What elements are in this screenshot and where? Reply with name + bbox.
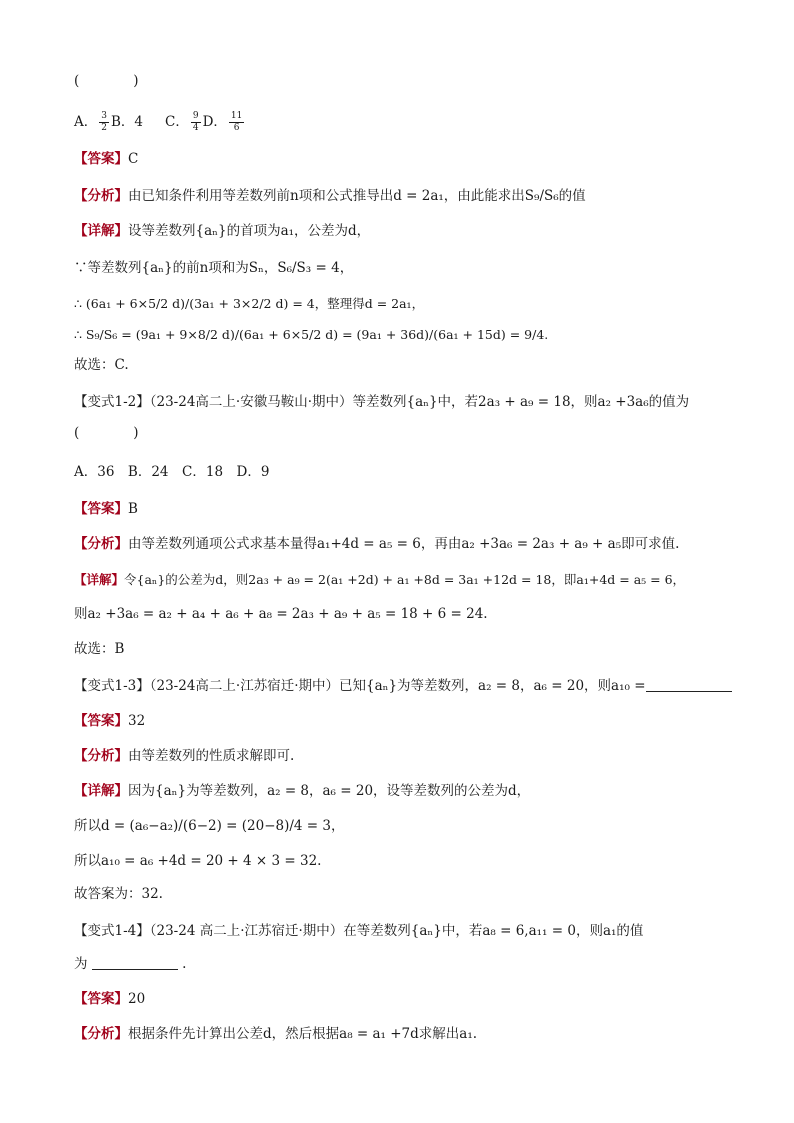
q4-answer: 【答案】20: [74, 991, 146, 1007]
q1-detail-3: ∴ (6a₁ + 6×5/2 d)/(3a₁ + 3×2/2 d) = 4，整理得d = 2a₁，: [74, 296, 425, 311]
q2-answer: 【答案】B: [74, 501, 138, 517]
q3-answer: 【答案】32: [74, 713, 146, 729]
document-page: [74, 66, 734, 1042]
q4-header-2: 为 .: [74, 956, 187, 972]
q3-detail-2: 所以d = (a₆−a₂)/(6−2) = (20−8)/4 = 3，: [74, 818, 345, 834]
q3-header: 【变式1-3】（23-24高二上·江苏宿迁·期中）已知{aₙ}为等差数列，a₂ = 8，a₆ = 20，则a₁₀ =: [74, 671, 734, 702]
q4-header: 【变式1-4】（23-24 高二上·江苏宿迁·期中）在等差数列{aₙ}中，若a₈ = 6,a₁₁ = 0，则a₁的值: [74, 923, 644, 939]
q3-analysis: 【分析】由等差数列的性质求解即可.: [74, 748, 295, 764]
q1-detail-2: ∵等差数列{aₙ}的前n项和为Sₙ，S₆/S₃ = 4，: [74, 260, 354, 276]
q2-header: 【变式1-2】（23-24高二上·安徽马鞍山·期中）等差数列{aₙ}中，若2a₃ + a₉ = 18，则a₂ +3a₆的值为: [74, 394, 690, 410]
q2-detail-1: 【详解】令{aₙ}的公差为d，则2a₃ + a₉ = 2(a₁ +2d) + a₁ +8d = 3a₁ +12d = 18，即a₁+4d = a₅ = 6，: [74, 572, 686, 587]
q1-answer: 【答案】C: [74, 151, 139, 167]
q3-final: 故答案为：32.: [74, 886, 163, 902]
q1-detail-4: ∴ S₉/S₆ = (9a₁ + 9×8/2 d)/(6a₁ + 6×5/2 d) = (9a₁ + 36d)/(6a₁ + 15d) = 9/4.: [74, 327, 549, 342]
q3-detail-1: 【详解】因为{aₙ}为等差数列，a₂ = 8，a₆ = 20，设等差数列的公差为d，: [74, 783, 531, 799]
q1-options: A． $\frac{3}{2}$ B．4 C． $\frac{9}{4}$ D． $\frac{11}{6}$: [74, 111, 243, 133]
q3-detail-3: 所以a₁₀ = a₆ +4d = 20 + 4 × 3 = 32.: [74, 853, 322, 869]
q2-detail-2: 则a₂ +3a₆ = a₂ + a₄ + a₆ + a₈ = 2a₃ + a₉ + a₅ = 18 + 6 = 24.: [74, 606, 488, 622]
q1-choose: 故选：C.: [74, 357, 129, 373]
q4-answer-blank: [92, 957, 178, 970]
q2-options: A．36 B．24 C．18 D．9: [74, 464, 270, 480]
q4-analysis: 【分析】根据条件先计算出公差d，然后根据a₈ = a₁ +7d求解出a₁.: [74, 1026, 478, 1042]
q2-choose: 故选：B: [74, 641, 125, 657]
q1-detail-1: 【详解】设等差数列{aₙ}的首项为a₁，公差为d，: [74, 223, 371, 239]
q2-paren: ( ): [74, 425, 139, 441]
q1-analysis: 【分析】由已知条件利用等差数列前n项和公式推导出d = 2a₁，由此能求出S₉/S₆的值: [74, 188, 586, 204]
q1-paren: ( ): [74, 73, 139, 89]
q2-analysis: 【分析】由等差数列通项公式求基本量得a₁+4d = a₅ = 6，再由a₂ +3a₆ = 2a₃ + a₉ + a₅即可求值.: [74, 536, 680, 552]
q3-answer-blank: [646, 679, 732, 692]
